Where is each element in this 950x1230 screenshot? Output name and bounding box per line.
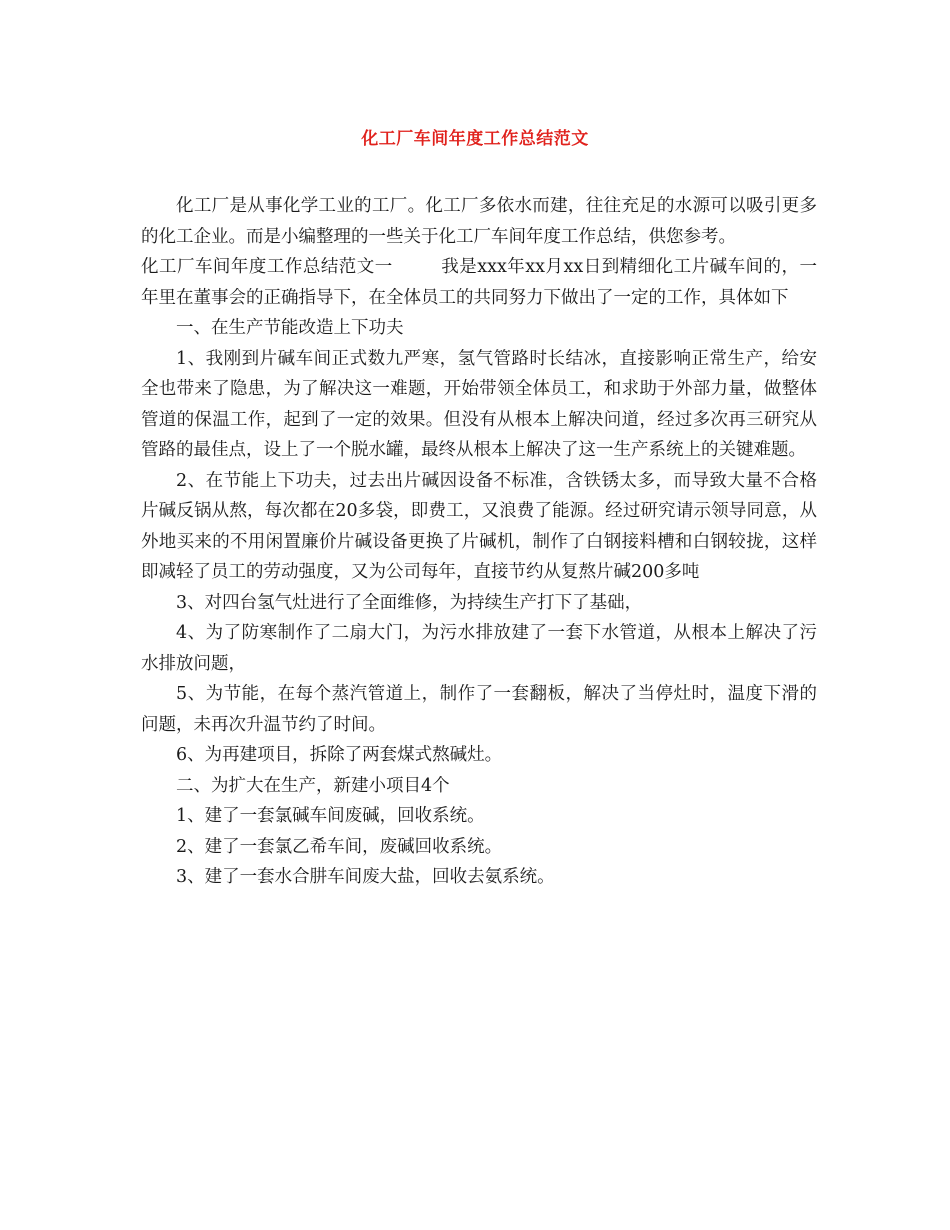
body-paragraph-6: 6、为再建项目，拆除了两套煤式熬碱灶。 [176,745,503,765]
body-paragraph-4: 4、为了防寒制作了二扇大门，为污水排放建了一套下水管道，从根本上解决了污水排放问题， [141,623,817,674]
intro-paragraph: 化工厂是从事化学工业的工厂。化工厂多依水而建，往往充足的水源可以吸引更多的化工企业。而是小编整理的一些关于化工厂车间年度工作总结，供您参考。 [141,196,817,247]
opening-text: 我是xxx年xx月xx日到精细化工片碱车间的，一年里在董事会的正确指导下，在全体员工的共同努力下做出了一定的工作，具体如下 [141,257,818,308]
body-paragraph-3: 3、对四台氢气灶进行了全面维修，为持续生产打下了基础， [176,592,643,613]
body-paragraph-1: 1、我刚到片碱车间正式数九严寒，氢气管路时长结冰，直接影响正常生产，给安全也带来了隐患，为了解决这一难题，开始带领全体员工，和求助于外部力量，做整体管道的保温工作，起到了一定的效果。但没有从根本上解决问道，经过多次再三研究从管路的最佳点，设上了一个脱水罐，最终从根本上解决了这一生产系统上的关键难题。 [141,348,817,460]
list-item-2: 2、建了一套氯乙希车间，废碱回收系统。 [176,836,503,857]
document-body [141,191,817,893]
section-heading-1: 一、在生产节能改造上下功夫 [176,318,404,338]
body-paragraph-2: 2、在节能上下功夫，过去出片碱因设备不标准，含铁锈太多，而导致大量不合格片碱反锅从熬，每次都在20多袋，即费工，又浪费了能源。经过研究请示领导同意，从外地买来的不用闲置廉价片碱设备更换了片碱机，制作了白钢接料槽和白钢较拢，这样即减轻了员工的劳动强度，又为公司每年，直接节约从复熬片碱200多吨 [141,470,817,582]
list-item-1: 1、建了一套氯碱车间废碱，回收系统。 [176,806,485,826]
opening-paragraph [141,252,817,313]
subheading: 化工厂车间年度工作总结范文一 [141,257,393,277]
list-item-3: 3、建了一套水合肼车间废大盐，回收去氨系统。 [176,867,555,887]
document-title: 化工厂车间年度工作总结范文 [361,129,589,149]
body-paragraph-5: 5、为节能，在每个蒸汽管道上，制作了一套翻板，解决了当停灶时，温度下滑的问题，未再次升温节约了时间。 [141,684,817,735]
section-heading-2: 二、为扩大在生产，新建小项目4个 [176,775,450,796]
